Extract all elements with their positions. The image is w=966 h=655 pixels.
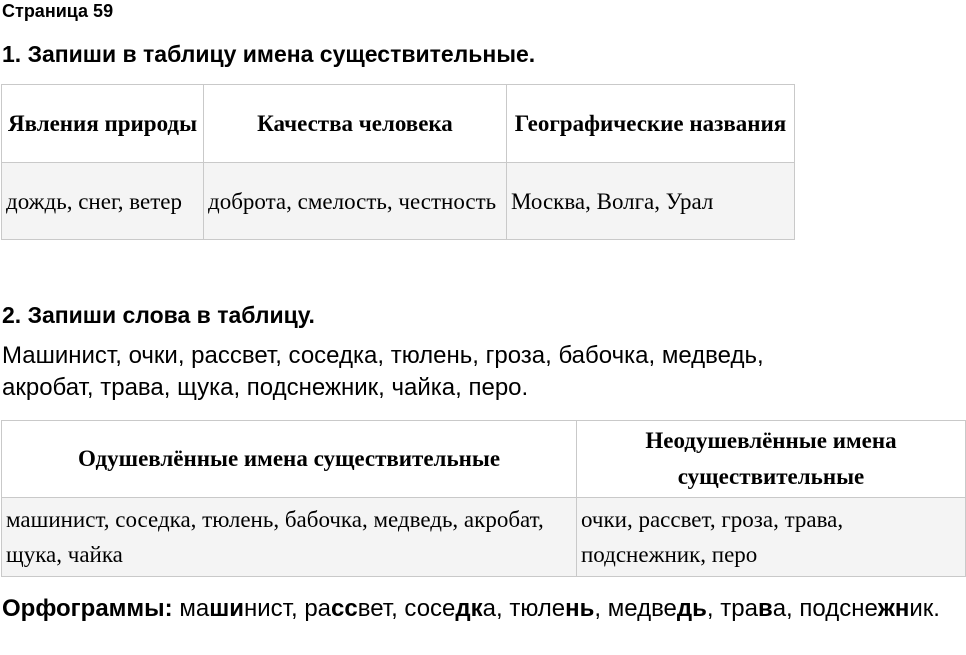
header-animate: Одушевлённые имена существительные	[2, 421, 577, 498]
cell-qualities: доброта, смелость, честность	[204, 163, 507, 240]
task1-heading: 1. Запиши в таблицу имена существительные.	[2, 41, 536, 67]
word: соседка,	[404, 595, 503, 622]
header-inanimate: Неодушевлённые имена существительные	[577, 421, 966, 498]
page-label: Страница 59	[2, 1, 114, 21]
task2-text-line1: Машинист, очки, рассвет, соседка, тюлень, гроза, бабочка, медведь,	[2, 342, 764, 369]
orthograms-label: Орфограммы:	[2, 595, 173, 622]
animate-table	[1, 420, 966, 577]
table-row	[2, 498, 966, 577]
word: машинист,	[179, 595, 298, 622]
header-qualities: Качества человека	[204, 85, 507, 163]
table-header-row	[2, 421, 966, 498]
task2-heading: 2. Запиши слова в таблицу.	[2, 302, 315, 328]
task2-text-line2: акробат, трава, щука, подснежник, чайка, перо.	[2, 374, 529, 401]
cell-animate: машинист, соседка, тюлень, бабочка, медведь, акробат, щука, чайка	[2, 498, 577, 577]
word: подснежник.	[799, 595, 940, 622]
cell-geography: Москва, Волга, Урал	[507, 163, 795, 240]
word: медведь,	[607, 595, 714, 622]
word: тюлень,	[509, 595, 602, 622]
table-row	[2, 163, 795, 240]
nouns-table	[1, 84, 795, 240]
cell-inanimate: очки, рассвет, гроза, трава, подснежник, перо	[577, 498, 966, 577]
header-nature: Явления природы	[2, 85, 204, 163]
word: рассвет,	[304, 595, 398, 622]
header-geography: Географические названия	[507, 85, 795, 163]
word: трава,	[720, 595, 793, 622]
orthograms-paragraph	[2, 593, 962, 624]
cell-nature: дождь, снег, ветер	[2, 163, 204, 240]
table-header-row	[2, 85, 795, 163]
